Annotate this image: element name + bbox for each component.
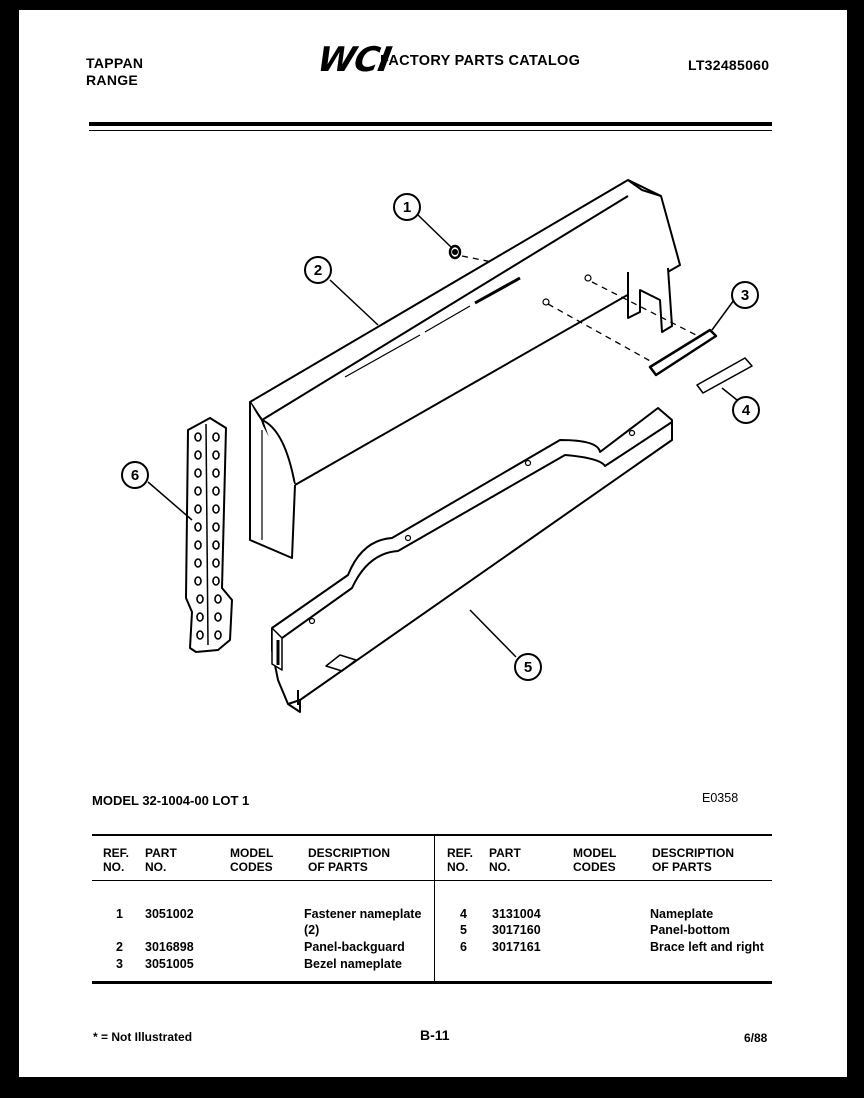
col-model-header: MODEL CODES xyxy=(230,846,274,874)
callout-1 xyxy=(394,194,420,220)
page-number: B-11 xyxy=(420,1027,450,1043)
nameplate xyxy=(697,358,752,393)
svg-text:5: 5 xyxy=(523,659,533,676)
col-part-header: PART NO. xyxy=(145,846,177,874)
col-model-header-right: MODEL CODES xyxy=(573,846,617,874)
table-cell-ref: 6 xyxy=(460,940,467,954)
callout-3 xyxy=(732,282,758,308)
table-cell-desc: Bezel nameplate xyxy=(304,957,402,971)
table-header-rule xyxy=(92,880,772,881)
table-cell-part: 3051002 xyxy=(145,907,194,921)
table-cell-ref: 1 xyxy=(116,907,123,921)
table-cell-part: 3017161 xyxy=(492,940,541,954)
callout-2 xyxy=(305,257,331,283)
catalog-date: 6/88 xyxy=(744,1031,768,1045)
table-top-rule xyxy=(92,834,772,836)
svg-text:1: 1 xyxy=(402,199,412,216)
not-illustrated-note: * = Not Illustrated xyxy=(93,1030,193,1044)
catalog-code: LT32485060 xyxy=(688,57,770,73)
table-cell-ref: 3 xyxy=(116,957,123,971)
table-cell-part: 3017160 xyxy=(492,923,541,937)
bezel-nameplate xyxy=(650,330,716,375)
col-ref-header: REF. NO. xyxy=(103,846,130,874)
table-cell-desc: Brace left and right xyxy=(650,940,764,954)
col-part-header-right: PART NO. xyxy=(489,846,521,874)
table-cell-desc: Panel-bottom xyxy=(650,923,730,937)
brand-name: TAPPAN xyxy=(86,55,144,71)
table-cell-desc-cont: (2) xyxy=(304,923,320,937)
appliance-type: RANGE xyxy=(86,72,139,88)
table-cell-part: 3131004 xyxy=(492,907,541,921)
table-cell-desc: Nameplate xyxy=(650,907,714,921)
table-cell-desc: Fastener nameplate xyxy=(304,907,422,921)
callout-4 xyxy=(733,397,759,423)
table-cell-desc: Panel-backguard xyxy=(304,940,405,954)
col-desc-header: DESCRIPTION OF PARTS xyxy=(308,846,391,874)
svg-text:3: 3 xyxy=(740,287,750,304)
svg-text:2: 2 xyxy=(313,262,323,279)
catalog-title: FACTORY PARTS CATALOG xyxy=(380,53,581,69)
table-divider xyxy=(434,834,435,982)
table-bottom-rule xyxy=(92,981,772,984)
wci-logo: WCI xyxy=(314,40,394,80)
svg-text:6: 6 xyxy=(130,467,140,484)
callout-6 xyxy=(122,462,148,488)
table-cell-part: 3051005 xyxy=(145,957,194,971)
drawing-code: E0358 xyxy=(702,791,739,805)
table-cell-ref: 2 xyxy=(116,940,123,954)
table-cell-ref: 4 xyxy=(460,907,467,921)
col-ref-header-right: REF. NO. xyxy=(447,846,474,874)
table-cell-part: 3016898 xyxy=(145,940,194,954)
col-desc-header-right: DESCRIPTION OF PARTS xyxy=(652,846,735,874)
table-cell-ref: 5 xyxy=(460,923,467,937)
svg-text:4: 4 xyxy=(741,402,751,419)
callout-5 xyxy=(515,654,541,680)
brace-left-right xyxy=(186,418,232,652)
model-line: MODEL 32-1004-00 LOT 1 xyxy=(92,793,250,808)
